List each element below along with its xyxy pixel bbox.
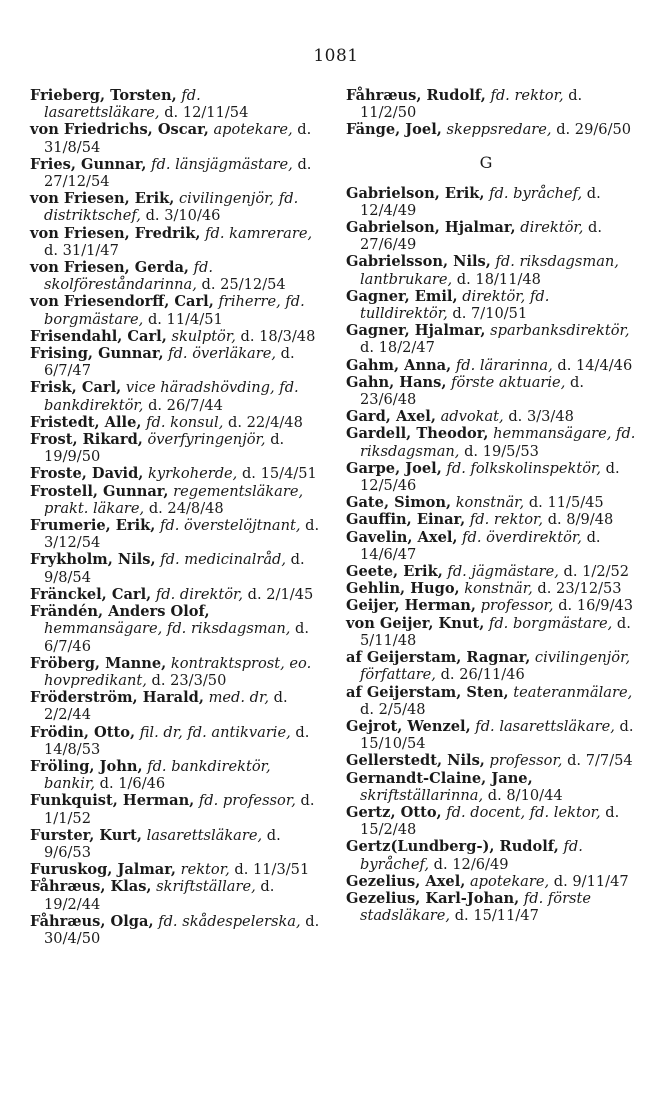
entry-title: direktör, xyxy=(520,219,584,237)
entry-name: af Geijerstam, Sten, xyxy=(346,683,509,701)
entry-name: Gabrielson, Hjalmar, xyxy=(346,219,516,237)
entry-title: fd. lasarettsläkare, xyxy=(44,87,201,122)
entry-date: d. 15/10/54 xyxy=(360,717,634,753)
entry-name: Frändén, Anders Olof, xyxy=(30,603,210,621)
entry-title: friherre, fd. borgmästare, xyxy=(44,293,305,328)
register-entry xyxy=(30,861,320,878)
entry-title: fd. länsjägmästare, xyxy=(151,155,293,173)
entry-date: d. 7/10/51 xyxy=(452,305,528,323)
entry-date: d. 19/5/53 xyxy=(464,442,539,460)
entry-name: Frost, Rikard, xyxy=(30,431,143,449)
register-entry xyxy=(346,357,636,374)
entry-date: d. 1/1/52 xyxy=(44,792,315,827)
register-entry xyxy=(30,225,320,259)
entry-name: Frykholm, Nils, xyxy=(30,551,156,569)
register-entry xyxy=(346,580,636,597)
entry-name: Frieberg, Torsten, xyxy=(30,87,177,104)
register-entry xyxy=(346,219,636,253)
entry-name: Gezelius, Axel, xyxy=(346,872,466,890)
register-entry xyxy=(30,724,320,758)
register-entry xyxy=(346,890,636,924)
entry-title: advokat, xyxy=(440,408,504,426)
entry-date: d. 27/6/49 xyxy=(360,219,602,254)
entry-name: Furster, Kurt, xyxy=(30,826,142,844)
entry-name: Gardell, Theodor, xyxy=(346,425,489,443)
entry-title: fd. rektor, xyxy=(490,87,564,104)
entry-date: d. 18/2/47 xyxy=(360,339,435,357)
entry-date: d. 1/2/52 xyxy=(563,563,630,581)
entry-date: d. 9/8/54 xyxy=(44,551,305,586)
register-entry xyxy=(346,873,636,890)
entry-title: regementsläkare, prakt. läkare, xyxy=(44,482,304,517)
entry-title: fd. överdirektör, xyxy=(462,528,582,546)
register-entry xyxy=(30,878,320,912)
register-entry xyxy=(30,517,320,551)
register-entry xyxy=(346,529,636,563)
entry-title: fd. borgmästare, xyxy=(488,614,613,632)
entry-date: d. 14/8/53 xyxy=(44,723,310,758)
entry-name: Frostell, Gunnar, xyxy=(30,482,169,500)
entry-name: Geete, Erik, xyxy=(346,563,443,581)
entry-title: kontraktsprost, eo. hovpredikant, xyxy=(44,654,312,689)
entry-date: d. 25/12/54 xyxy=(201,276,286,294)
register-entry xyxy=(346,87,636,121)
register-entry xyxy=(30,758,320,792)
entry-name: Funkquist, Herman, xyxy=(30,792,195,810)
register-entry xyxy=(346,374,636,408)
entry-date: d. 11/2/50 xyxy=(360,87,583,122)
entry-title: apotekare, xyxy=(213,121,293,139)
entry-date: d. 5/11/48 xyxy=(360,614,631,649)
register-entry xyxy=(30,465,320,482)
entry-name: Fåhræus, Klas, xyxy=(30,878,152,896)
entry-name: Gertz, Otto, xyxy=(346,803,442,821)
register-entry xyxy=(346,408,636,425)
entry-name: Gertz(Lundberg-), Rudolf, xyxy=(346,838,559,856)
entry-name: Gahn, Hans, xyxy=(346,373,447,391)
entry-title: överfyringenjör, xyxy=(147,431,266,449)
entry-name: Fristedt, Alle, xyxy=(30,413,142,431)
entry-date: d. 12/4/49 xyxy=(360,184,601,219)
entry-name: Gehlin, Hugo, xyxy=(346,580,460,598)
register-entry xyxy=(346,649,636,683)
entry-name: Geijer, Herman, xyxy=(346,597,476,615)
page-number: 1081 xyxy=(313,46,359,66)
entry-name: Frisendahl, Carl, xyxy=(30,327,167,345)
register-entry xyxy=(30,190,320,224)
entry-date: d. 18/11/48 xyxy=(456,270,541,288)
entry-title: skeppsredare, xyxy=(446,121,552,139)
register-entry xyxy=(346,185,636,219)
entry-date: d. 24/8/48 xyxy=(148,499,224,517)
section-letter-heading: G xyxy=(479,152,493,172)
entry-date: d. 3/3/48 xyxy=(508,408,574,426)
register-entry xyxy=(30,156,320,190)
right-column xyxy=(346,87,636,924)
register-entry xyxy=(30,603,320,655)
entry-title: fd. överstelöjtnant, xyxy=(160,517,301,535)
entry-date: d. 19/2/44 xyxy=(44,878,275,913)
entry-date: d. 26/7/44 xyxy=(148,396,223,414)
right-column-top-entries xyxy=(346,87,636,139)
entry-name: von Friesen, Erik, xyxy=(30,190,175,208)
entry-date: d. 8/10/44 xyxy=(487,786,563,804)
entry-name: von Friesendorff, Carl, xyxy=(30,293,214,311)
register-entry xyxy=(346,597,636,614)
register-entry xyxy=(346,615,636,649)
register-entry xyxy=(346,322,636,356)
entry-title: kyrkoherde, xyxy=(148,465,238,483)
left-column xyxy=(30,87,320,947)
entry-title: konstnär, xyxy=(464,580,533,598)
entry-name: Gavelin, Axel, xyxy=(346,528,458,546)
entry-title: civilingenjör, fd. distriktschef, xyxy=(44,190,299,225)
entry-date: d. 19/9/50 xyxy=(44,431,285,466)
register-entry xyxy=(346,684,636,718)
register-entry xyxy=(30,586,320,603)
entry-name: Gate, Simon, xyxy=(346,494,452,512)
entry-name: Frising, Gunnar, xyxy=(30,345,164,363)
entry-name: Gabrielsson, Nils, xyxy=(346,253,491,271)
entry-title: fd. folkskolinspektör, xyxy=(446,459,601,477)
entry-name: Fänge, Joel, xyxy=(346,121,442,139)
entry-date: d. 2/5/48 xyxy=(360,700,426,718)
entry-date: d. 14/4/46 xyxy=(557,356,633,374)
entry-name: Fröderström, Harald, xyxy=(30,689,204,707)
register-entry xyxy=(30,259,320,293)
entry-date: d. 12/11/54 xyxy=(164,104,249,122)
entry-date: d. 11/5/45 xyxy=(528,494,604,512)
entry-title: fd. direktör, xyxy=(155,585,244,603)
entry-date: d. 26/11/46 xyxy=(440,666,525,684)
entry-title: förste aktuarie, xyxy=(451,373,566,391)
entry-title: civilingenjör, författare, xyxy=(360,649,631,684)
entry-date: d. 18/3/48 xyxy=(240,327,316,345)
entry-title: fd. bankdirektör, bankir, xyxy=(44,757,271,793)
entry-name: Gellerstedt, Nils, xyxy=(346,752,485,770)
entry-date: d. 14/6/47 xyxy=(360,528,601,563)
entry-date: d. 6/7/47 xyxy=(44,345,295,380)
entry-name: Fåhræus, Rudolf, xyxy=(346,87,486,104)
register-entry xyxy=(346,425,636,459)
entry-date: d. 3/10/46 xyxy=(145,207,221,225)
entry-date: d. 29/6/50 xyxy=(556,121,632,139)
entry-date: d. 2/1/45 xyxy=(247,585,314,603)
entry-date: d. 11/4/51 xyxy=(147,310,223,328)
entry-title: fd. skådespelerska, xyxy=(158,912,301,930)
entry-title: fd. medicinalråd, xyxy=(160,551,287,569)
entry-date: d. 2/2/44 xyxy=(44,689,288,724)
entry-name: Frisk, Carl, xyxy=(30,379,122,397)
entry-date: d. 8/9/48 xyxy=(547,511,614,529)
entry-title: direktör, fd. tulldirektör, xyxy=(360,287,550,323)
entry-date: d. 11/3/51 xyxy=(234,861,310,879)
entry-title: rektor, xyxy=(180,861,230,879)
entry-title: lasarettsläkare, xyxy=(146,826,263,844)
entry-name: Gagner, Emil, xyxy=(346,287,458,305)
entry-title: fd. förste stadsläkare, xyxy=(360,889,592,925)
entry-title: professor, xyxy=(480,597,554,615)
register-entry xyxy=(30,414,320,431)
entry-name: Fries, Gunnar, xyxy=(30,155,147,173)
entry-title: skriftställare, xyxy=(156,878,256,896)
register-entry xyxy=(346,804,636,838)
entry-title: fd. kamrerare, xyxy=(205,224,313,242)
entry-date: d. 16/9/43 xyxy=(558,597,634,615)
register-entry xyxy=(30,483,320,517)
entry-name: von Friedrichs, Oscar, xyxy=(30,121,209,139)
entry-date: d. 30/4/50 xyxy=(44,912,320,947)
entry-date: d. 31/8/54 xyxy=(44,121,312,156)
register-entry xyxy=(30,87,320,121)
register-entry xyxy=(30,689,320,723)
entry-title: fd. byråchef, xyxy=(360,838,583,873)
entry-date: d. 15/4/51 xyxy=(241,465,317,483)
entry-date: d. 6/7/46 xyxy=(44,620,310,655)
entry-title: skulptör, xyxy=(171,327,236,345)
entry-date: d. 9/6/53 xyxy=(44,826,281,861)
entry-title: fd. professor, xyxy=(198,792,296,810)
entry-title: teateranmälare, xyxy=(513,683,633,701)
entry-name: von Friesen, Gerda, xyxy=(30,259,189,277)
entry-name: Frödin, Otto, xyxy=(30,723,136,741)
entry-date: d. 12/6/49 xyxy=(433,855,509,873)
register-entry xyxy=(30,121,320,155)
entry-title: apotekare, xyxy=(469,872,550,890)
entry-name: Fränckel, Carl, xyxy=(30,585,152,603)
entry-title: professor, xyxy=(489,752,563,770)
entry-title: med. dr, xyxy=(208,689,270,707)
entry-date: d. 31/1/47 xyxy=(44,241,119,259)
entry-date: d. 12/5/46 xyxy=(360,459,620,495)
entry-name: Gabrielson, Erik, xyxy=(346,184,485,202)
entry-title: skriftställarinna, xyxy=(360,786,484,804)
entry-title: fd. byråchef, xyxy=(489,184,583,202)
entry-date: d. 23/6/48 xyxy=(360,373,584,409)
entry-title: konstnär, xyxy=(455,494,525,512)
register-entry xyxy=(30,328,320,345)
entry-title: fd. docent, fd. lektor, xyxy=(446,803,601,821)
register-entry xyxy=(346,494,636,511)
register-entry xyxy=(346,511,636,528)
entry-name: af Geijerstam, Ragnar, xyxy=(346,649,531,667)
register-entry xyxy=(346,460,636,494)
entry-name: Gagner, Hjalmar, xyxy=(346,322,486,340)
register-entry xyxy=(346,838,636,872)
register-entry xyxy=(346,121,636,138)
entry-name: Gejrot, Wenzel, xyxy=(346,717,471,735)
entry-name: Garpe, Joel, xyxy=(346,459,442,477)
entry-title: hemmansägare, fd. riksdagsman, xyxy=(44,620,291,638)
register-entry xyxy=(30,551,320,585)
entry-date: d. 27/12/54 xyxy=(44,155,312,191)
entry-date: d. 9/11/47 xyxy=(553,872,629,890)
entry-date: d. 23/3/50 xyxy=(151,671,227,689)
entry-title: fd. överläkare, xyxy=(168,345,277,363)
entry-date: d. 15/11/47 xyxy=(454,907,539,925)
right-column-g-entries xyxy=(346,185,636,925)
register-entry xyxy=(346,563,636,580)
entry-name: Gauffin, Einar, xyxy=(346,511,466,529)
register-entry xyxy=(346,253,636,287)
register-entry xyxy=(346,718,636,752)
entry-date: d. 23/12/53 xyxy=(537,580,622,598)
entry-name: Fröberg, Manne, xyxy=(30,654,167,672)
entry-date: d. 22/4/48 xyxy=(228,413,303,431)
register-entry xyxy=(30,293,320,327)
entry-name: Gernandt-Claine, Jane, xyxy=(346,769,533,787)
entry-date: d. 7/7/54 xyxy=(567,752,633,770)
register-entry xyxy=(30,827,320,861)
entry-title: fd. riksdagsman, lantbrukare, xyxy=(360,253,619,288)
register-entry xyxy=(346,770,636,804)
entry-date: d. 3/12/54 xyxy=(44,517,320,552)
entry-name: Fröling, John, xyxy=(30,757,143,775)
entry-name: Gard, Axel, xyxy=(346,408,436,426)
entry-name: Furuskog, Jalmar, xyxy=(30,861,176,879)
register-entry xyxy=(30,792,320,826)
register-entry xyxy=(30,655,320,689)
register-entry xyxy=(30,431,320,465)
register-entry xyxy=(30,379,320,413)
register-entry xyxy=(30,913,320,947)
entry-title: sparbanksdirektör, xyxy=(490,322,630,340)
entry-title: vice häradshövding, fd. bankdirektör, xyxy=(44,379,299,414)
entry-date: d. 1/6/46 xyxy=(99,775,166,793)
entry-date: d. 15/2/48 xyxy=(360,803,620,839)
entry-name: Froste, David, xyxy=(30,465,144,483)
entry-name: Fåhræus, Olga, xyxy=(30,912,154,930)
entry-title: hemmansägare, fd. riksdagsman, xyxy=(360,425,636,460)
entry-title: fil. dr, fd. antikvarie, xyxy=(139,723,291,741)
entry-title: fd. jägmästare, xyxy=(447,563,559,581)
register-entry xyxy=(30,345,320,379)
entry-title: fd. lasarettsläkare, xyxy=(475,717,615,735)
entry-name: von Friesen, Fredrik, xyxy=(30,224,201,242)
register-entry xyxy=(346,288,636,322)
entry-title: fd. skolföreståndarinna, xyxy=(44,259,214,294)
entry-name: von Geijer, Knut, xyxy=(346,614,485,632)
entry-name: Frumerie, Erik, xyxy=(30,517,156,535)
register-entry xyxy=(346,752,636,769)
entry-title: fd. konsul, xyxy=(146,413,224,431)
entry-title: fd. lärarinna, xyxy=(455,356,553,374)
entry-title: fd. rektor, xyxy=(469,511,544,529)
entry-name: Gahm, Anna, xyxy=(346,356,452,374)
entry-name: Gezelius, Karl-Johan, xyxy=(346,889,520,907)
